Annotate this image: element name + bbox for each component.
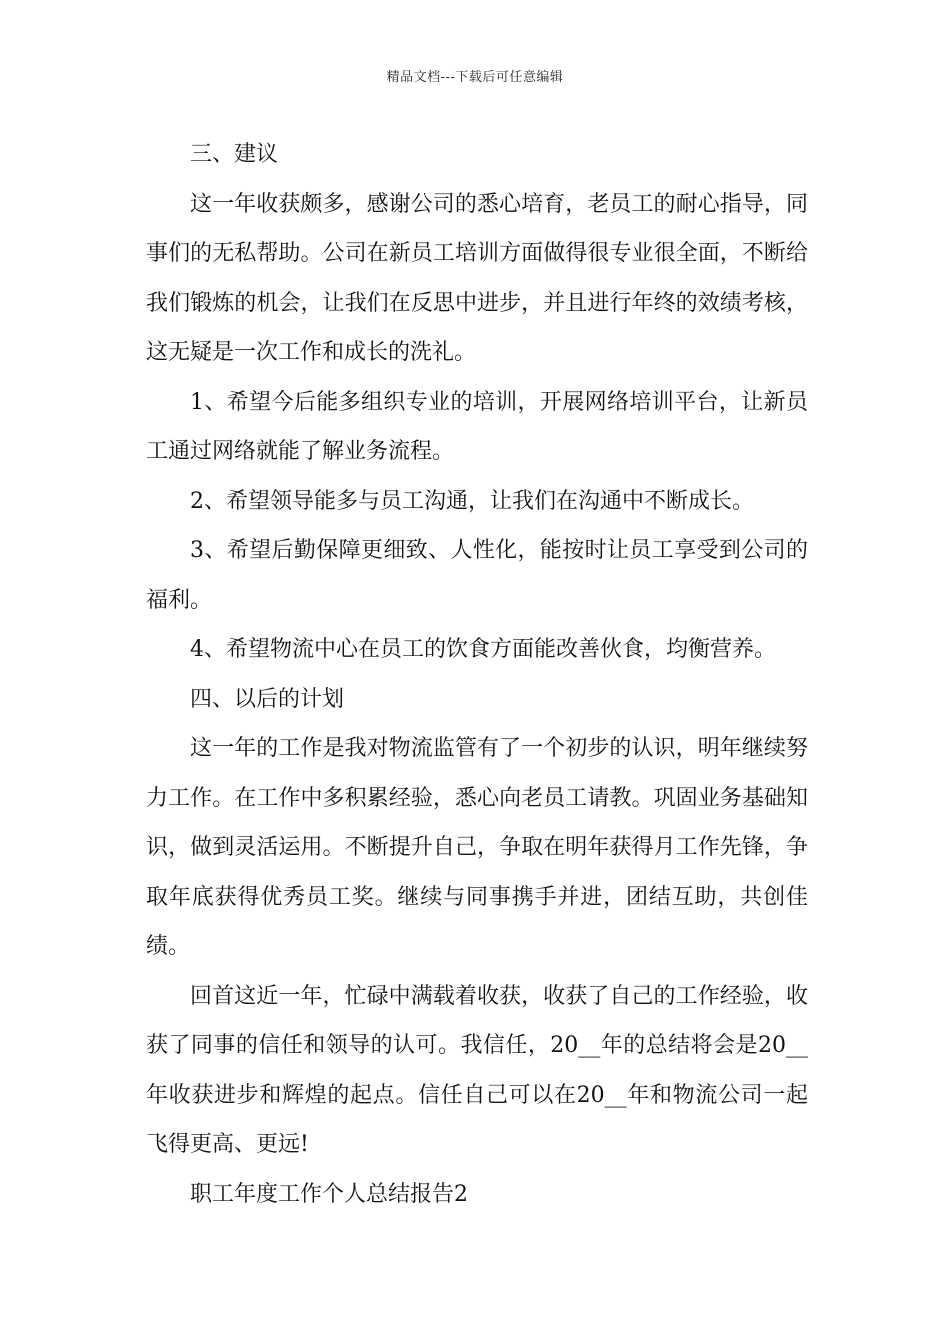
section-heading-plans: 四、以后的计划	[190, 686, 345, 712]
document-body	[146, 130, 808, 1219]
section-heading-suggestions: 三、建议	[190, 142, 279, 167]
next-report-title: 职工年度工作个人总结报告2	[190, 1181, 468, 1207]
suggestion-item-3: 3、希望后勤保障更细致、人性化，能按时让员工享受到公司的福利。	[146, 538, 808, 613]
paragraph-gratitude: 这一年收获颇多，感谢公司的悉心培育，老员工的耐心指导，同事们的无私帮助。公司在新员工培训方面做得很专业很全面，不断给我们锻炼的机会，让我们在反思中进步，并且进行年终的效绩考核，这无疑是一次工作和成长的洗礼。	[146, 191, 808, 365]
paragraph-conclusion: 回首这近一年，忙碌中满载着收获，收获了自己的工作经验，收获了同事的信任和领导的认可。我信任，20__年的总结将会是20__年收获进步和辉煌的起点。信任自己可以在20__年和物流公司一起飞得更高、更远!	[146, 983, 808, 1157]
header-note: 精品文档---下载后可任意编辑	[386, 70, 564, 85]
paragraph-plans: 这一年的工作是我对物流监管有了一个初步的认识，明年继续努力工作。在工作中多积累经验，悉心向老员工请教。巩固业务基础知识，做到灵活运用。不断提升自己，争取在明年获得月工作先锋，争取年底获得优秀员工奖。继续与同事携手并进，团结互助，共创佳绩。	[146, 736, 808, 959]
suggestion-item-4: 4、希望物流中心在员工的饮食方面能改善伙食，均衡营养。	[190, 637, 776, 662]
suggestion-item-1: 1、希望今后能多组织专业的培训，开展网络培训平台，让新员工通过网络就能了解业务流程。	[146, 389, 808, 464]
suggestion-item-2: 2、希望领导能多与员工沟通，让我们在沟通中不断成长。	[190, 488, 754, 514]
